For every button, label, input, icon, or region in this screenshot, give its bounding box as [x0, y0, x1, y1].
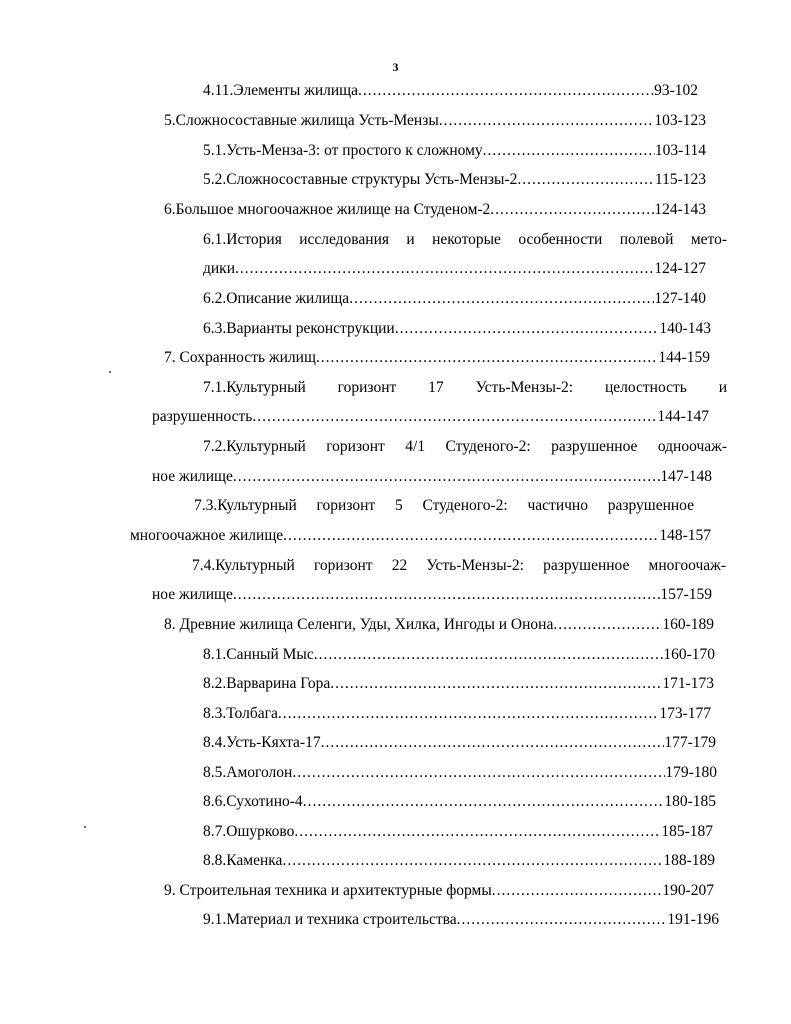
leader-dots — [233, 466, 660, 488]
toc-entry — [164, 199, 706, 221]
toc-title-line: 7.4.Культурный горизонт 22 Усть-Мензы-2: разрушенное многоочаж- — [192, 557, 726, 574]
leader-dots — [321, 732, 665, 754]
toc-pages: 148-157 — [659, 527, 711, 544]
leader-dots — [439, 110, 655, 132]
toc-title: 8. Древние жилища Селенги, Уды, Хилка, Ингоды и Онона — [164, 616, 554, 633]
toc-pages: 180-185 — [664, 793, 716, 810]
leader-dots — [358, 80, 654, 102]
leader-dots — [395, 318, 660, 340]
toc-title-cont: ное жилище — [152, 468, 233, 485]
toc-title: 8.5.Амоголон — [203, 764, 293, 781]
leader-dots — [233, 584, 660, 606]
toc-entry — [203, 169, 706, 191]
leader-dots — [517, 169, 655, 191]
toc-title: 4.11.Элементы жилища — [203, 82, 358, 99]
toc-entry — [203, 288, 706, 310]
toc-title-cont: дики — [203, 260, 236, 277]
toc-pages: 115-123 — [654, 171, 706, 188]
leader-dots — [492, 880, 663, 902]
leader-dots — [314, 644, 664, 666]
leader-dots — [349, 288, 654, 310]
toc-entry — [164, 110, 706, 132]
toc-title-line: 6.1.История исследования и некоторые особенности полевой мето- — [203, 231, 727, 248]
toc-title: 8.1.Санный Мыс — [203, 646, 314, 663]
toc-entry — [203, 703, 711, 725]
toc-entry — [203, 673, 714, 695]
toc-title: 9. Строительная техника и архитектурные формы — [164, 882, 492, 899]
toc-entry — [203, 762, 717, 784]
toc-entry — [203, 258, 706, 280]
toc-title: 8.2.Варварина Гора — [203, 675, 331, 692]
toc-pages: 144-159 — [658, 349, 710, 366]
toc-pages: 93-102 — [654, 82, 698, 99]
leader-dots — [316, 347, 658, 369]
toc-pages: 157-159 — [660, 586, 712, 603]
toc-pages: 177-179 — [664, 734, 716, 751]
toc-entry — [164, 880, 714, 902]
toc-title: 5.1.Усть-Менза-3: от простого к сложному — [203, 142, 483, 159]
toc-pages: 140-143 — [659, 320, 711, 337]
leader-dots — [292, 762, 665, 784]
leader-dots — [330, 673, 662, 695]
toc-pages: 160-189 — [662, 616, 714, 633]
toc-pages: 173-177 — [659, 705, 711, 722]
leader-dots — [483, 140, 655, 162]
toc-title: 8.6.Сухотино-4 — [203, 793, 303, 810]
toc-pages: 127-140 — [654, 290, 706, 307]
scan-speck — [84, 826, 86, 828]
toc-title: 8.7.Ошурково — [203, 823, 295, 840]
toc-pages: 124-127 — [654, 260, 706, 277]
toc-title-cont: многоочажное жилище — [130, 527, 284, 544]
toc-title: 8.8.Каменка — [203, 852, 283, 869]
toc-entry — [203, 732, 716, 754]
toc-title: 6.3.Варианты реконструкции — [203, 320, 395, 337]
toc-pages: 124-143 — [654, 201, 706, 218]
toc-pages: 147-148 — [660, 468, 712, 485]
toc-entry — [203, 850, 715, 872]
leader-dots — [278, 703, 659, 725]
leader-dots — [294, 821, 661, 843]
scan-speck — [109, 371, 111, 373]
toc-entry — [164, 347, 710, 369]
toc-title: 8.3.Толбага — [203, 705, 278, 722]
leader-dots — [490, 199, 654, 221]
toc-pages: 179-180 — [665, 764, 717, 781]
toc-title: 8.4.Усть-Кяхта-17 — [203, 734, 321, 751]
toc-entry — [203, 318, 711, 340]
toc-entry — [203, 80, 698, 102]
toc-entry — [152, 466, 712, 488]
leader-dots — [282, 850, 663, 872]
leader-dots — [553, 614, 662, 636]
toc-pages: 188-189 — [663, 852, 715, 869]
toc-entry — [203, 140, 706, 162]
toc-pages: 190-207 — [662, 882, 714, 899]
toc-title: 7. Сохранность жилищ — [164, 349, 316, 366]
toc-entry — [152, 406, 709, 428]
toc-pages: 103-123 — [654, 112, 706, 129]
leader-dots — [457, 909, 668, 931]
toc-pages: 185-187 — [661, 823, 713, 840]
leader-dots — [235, 258, 654, 280]
toc-title: 9.1.Материал и техника строительства — [203, 911, 457, 928]
toc-entry — [203, 909, 719, 931]
toc-title: 5.Сложносоставные жилища Усть-Мензы — [164, 112, 439, 129]
toc-title: 5.2.Сложносоставные структуры Усть-Мензы-2 — [203, 171, 518, 188]
toc-pages: 103-114 — [654, 142, 706, 159]
toc-entry — [130, 525, 711, 547]
toc-title-cont: ное жилище — [152, 586, 233, 603]
toc-pages: 191-196 — [667, 911, 719, 928]
toc-entry — [203, 791, 716, 813]
toc-pages: 144-147 — [657, 408, 709, 425]
leader-dots — [283, 525, 659, 547]
toc-entry — [164, 614, 714, 636]
toc-entry — [203, 821, 713, 843]
toc-title: 6.Большое многоочажное жилище на Студеном-2 — [164, 201, 491, 218]
toc-title-cont: разрушенность — [152, 408, 253, 425]
toc-entry — [203, 644, 715, 666]
toc-entry — [152, 584, 712, 606]
leader-dots — [303, 791, 665, 813]
toc-pages: 171-173 — [662, 675, 714, 692]
leader-dots — [252, 406, 657, 428]
toc-title-line: 7.1.Культурный горизонт 17 Усть-Мензы-2: целостность и — [203, 379, 727, 396]
toc-pages: 160-170 — [663, 646, 715, 663]
toc-title: 6.2.Описание жилища — [203, 290, 350, 307]
page-number: 3 — [392, 60, 399, 74]
toc-title-line: 7.2.Культурный горизонт 4/1 Студеного-2: разрушенное одноочаж- — [203, 438, 727, 455]
toc-title-line: 7.3.Культурный горизонт 5 Студеного-2: частично разрушенное — [194, 497, 694, 514]
